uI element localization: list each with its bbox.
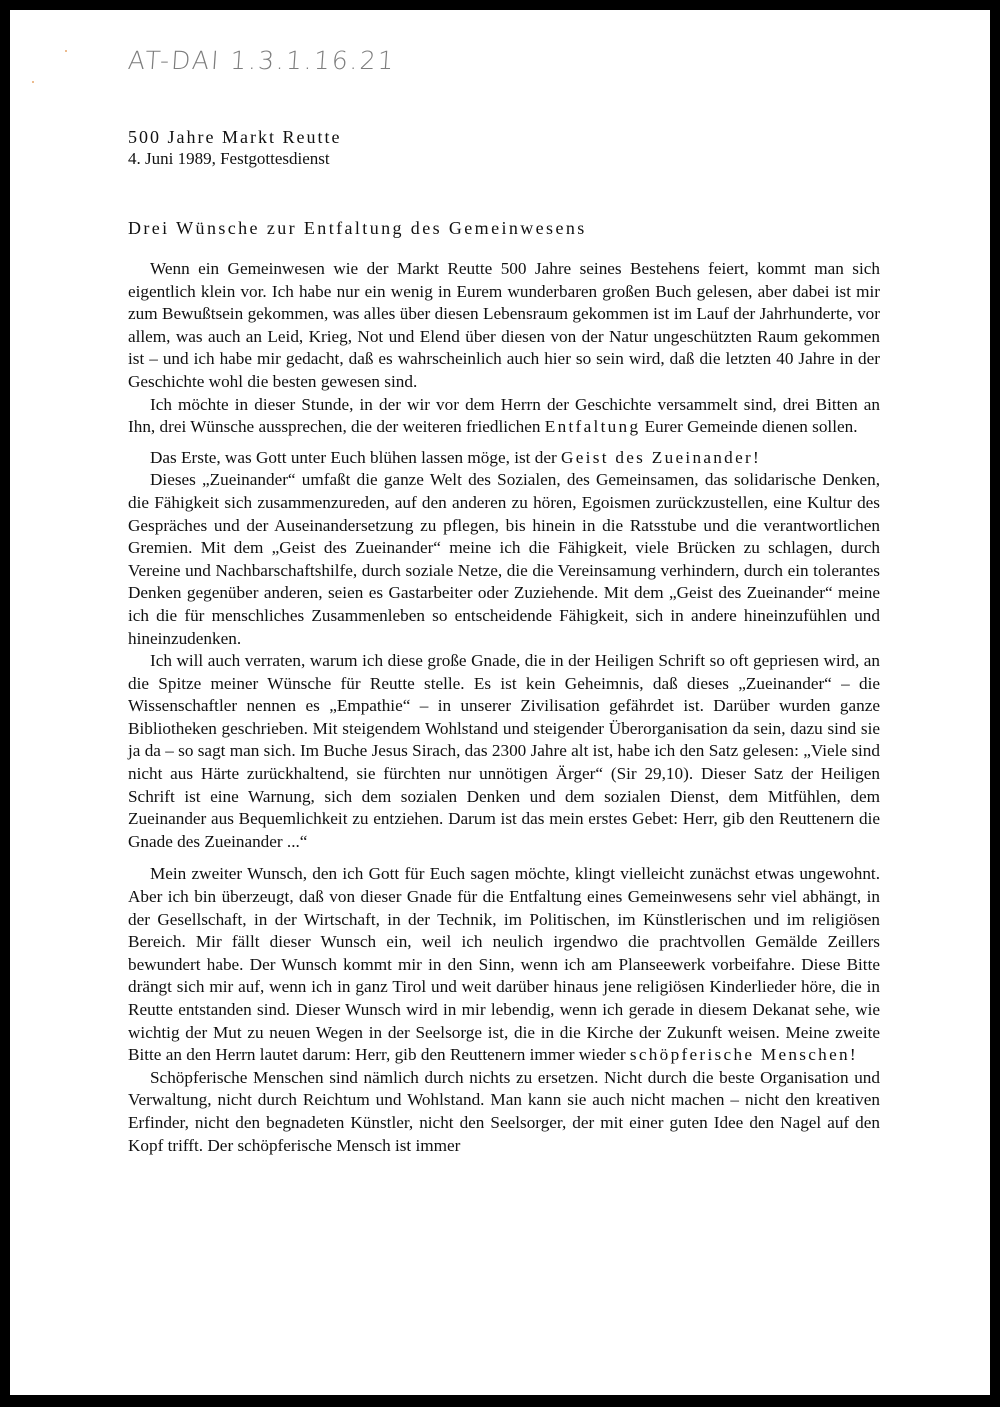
document-content bbox=[128, 126, 880, 1157]
document-page bbox=[10, 10, 990, 1395]
paragraph-4: Dieses „Zueinander“ umfaßt die ganze Welt des Sozialen, des Gemeinsamen, das solidarische Denken, die Fähigkeit sich zusammenzureden, auf den anderen zu hören, Egoismen zurückzustellen, eine Kultur des Gespräches und der Auseinandersetzung zu pflegen, bis hinein in die Ratsstube und die verantwortlichen Gremien. Mit dem „Geist des Zueinander“ meine ich die Fähigkeit, viele Brücken zu schlagen, durch Vereine und Nachbarschaftshilfe, durch soziale Netze, die die Vereinsamung verhindern, durch ein tolerantes Denken gegenüber anderen, seien es Gastarbeiter oder Zuziehende. Mit dem „Geist des Zueinander“ meine ich die für menschliches Zusammenleben so entscheidende Fähigkeit, sich in andere hineinzufühlen und hineinzudenken. bbox=[128, 470, 880, 648]
paragraph-3-text: Das Erste, was Gott unter Euch blühen lassen möge, ist der bbox=[150, 447, 561, 467]
archive-reference-handwritten: AT-DAI 1.3.1.16.21 bbox=[126, 46, 397, 75]
paragraph-2 bbox=[128, 394, 880, 439]
paper-speck bbox=[65, 50, 67, 52]
document-body bbox=[128, 258, 880, 1157]
paragraph-5: Ich will auch verraten, warum ich diese große Gnade, die in der Heiligen Schrift so oft gepriesen wird, an die Spitze meiner Wünsche für Reutte stelle. Es ist kein Geheimnis, daß dieses „Zueinander“ – die Wissenschaftler nennen es „Empathie“ – in unserer Zivilisation gefährdet ist. Darüber wurden ganze Bibliotheken geschrieben. Mit steigendem Wohlstand und steigender Überorganisation da sein, dazu sind sie ja da – so sagt man sich. Im Buche Jesus Sirach, das 2300 Jahre alt ist, habe ich den Satz gelesen: „Viele sind nicht aus Härte zurückhaltend, sie fürchten nur unnötigen Ärger“ (Sir 29,10). Dieser Satz der Heiligen Schrift ist eine Warnung, sich dem sozialen Denken und dem sozialen Dienst, dem Mitfühlen, dem Zueinander aus Bequemlichkeit zu entziehen. Darum ist das mein erstes Gebet: Herr, gib den Reuttenern die Gnade des Zueinander ...“ bbox=[128, 651, 880, 851]
paragraph-2-text-end: Eurer Gemeinde dienen sollen. bbox=[640, 417, 858, 437]
paper-speck bbox=[32, 81, 34, 83]
header-title: 500 Jahre Markt Reutte bbox=[128, 127, 342, 147]
emphasis-entfaltung: Entfaltung bbox=[544, 417, 641, 437]
paragraph-6 bbox=[128, 863, 880, 1066]
header-date-line: 4. Juni 1989, Festgottesdienst bbox=[128, 149, 330, 168]
paragraph-3 bbox=[128, 447, 880, 470]
emphasis-schoepferische-menschen: schöpferische Menschen! bbox=[629, 1045, 858, 1065]
document-title: Drei Wünsche zur Entfaltung des Gemeinwesens bbox=[128, 218, 587, 238]
paragraph-6-text: Mein zweiter Wunsch, den ich Gott für Euch sagen möchte, klingt vielleicht zunächst etwas ungewohnt. Aber ich bin überzeugt, daß von dieser Gnade für die Entfaltung eines Gemeinwesens sehr viel abhängt, in der Gesellschaft, in der Wirtschaft, in der Technik, im Politischen, im Künstlerischen und im religiösen Bereich. Mir fällt dieser Wunsch ein, weil ich neulich irgendwo die prachtvollen Gemälde Zeillers bewundert habe. Der Wunsch kommt mir in den Sinn, wenn ich am Planseewerk vorbeifahre. Diese Bitte drängt sich mir auf, wenn ich in ganz Tirol und weit darüber hinaus jene religiösen Kinderlieder höre, die in Reutte entstanden sind. Dieser Wunsch wird in mir lebendig, wenn ich gerade in diesem Dekanat sehe, wie wichtig der Mut zu neuen Wegen in der Seelsorge ist, die in die Kirche der Zukunft weisen. Meine zweite Bitte an den Herrn lautet darum: Herr, gib den Reuttenern immer wieder bbox=[128, 864, 880, 1065]
paragraph-2-text: Ich möchte in dieser Stunde, in der wir vor dem Herrn der Geschichte versammelt sind, drei Bitten an Ihn, drei Wünsche aussprechen, die der weiteren friedlichen bbox=[128, 394, 880, 437]
paragraph-7: Schöpferische Menschen sind nämlich durch nichts zu ersetzen. Nicht durch die beste Organisation und Verwaltung, nicht durch Reichtum und Wohlstand. Man kann sie auch nicht machen – nicht den kreativen Erfinder, nicht den begnadeten Künstler, nicht den Seelsorger, der mit einer guten Idee den Nagel auf den Kopf trifft. Der schöpferische Mensch ist immer bbox=[128, 1067, 880, 1155]
paragraph-1: Wenn ein Gemeinwesen wie der Markt Reutte 500 Jahre seines Bestehens feiert, kommt man sich eigentlich klein vor. Ich habe nur ein wenig in Eurem wunderbaren großen Buch gelesen, aber dabei ist mir zum Bewußtsein gekommen, was alles über diesen Lebensraum gekommen ist im Lauf der Jahrhunderte, vor allem, was auch an Leid, Krieg, Not und Elend über diesen von der Natur ungeschützten Raum gekommen ist – und ich habe mir gedacht, daß es wahrscheinlich auch hier so sein wird, daß die letzten 40 Jahre in der Geschichte wohl die besten gewesen sind. bbox=[128, 259, 880, 391]
emphasis-geist-des-zueinander: Geist des Zueinander! bbox=[560, 447, 762, 467]
